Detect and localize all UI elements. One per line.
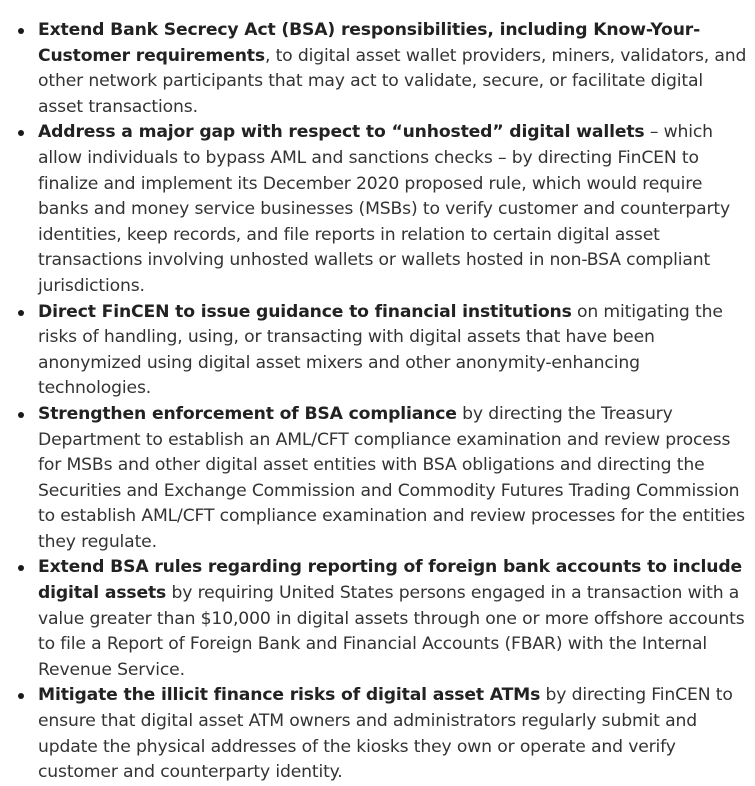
bullet-icon xyxy=(18,28,24,34)
item-lead: Mitigate the illicit finance risks of digital asset ATMs xyxy=(38,685,541,706)
list-item xyxy=(0,18,755,120)
list-item xyxy=(0,555,755,683)
item-text: by directing the Treasury Department to establish an AML/CFT compliance examination and review process for MSBs and other digital asset entities with BSA obligations and directing the Securities and Exchange Commission and Commodity Futures Trading Commission to establish AML/CFT compliance examination and review processes for the entities they regulate. xyxy=(38,403,745,552)
item-lead: Extend Bank Secrecy Act (BSA) responsibilities, including Know-Your-Customer requirements xyxy=(38,20,701,66)
bullet-icon xyxy=(18,310,24,316)
bullet-icon xyxy=(18,693,24,699)
item-lead: Extend BSA rules regarding reporting of foreign bank accounts to include digital assets xyxy=(38,557,742,604)
item-text: – which allow individuals to bypass AML and sanctions checks – by directing FinCEN to finalize and implement its December 2020 proposed rule, which would require banks and money service businesses (MSBs) to verify customer and counterparty identities, keep records, and file reports in relation to certain digital asset transactions involving unhosted wallets or wallets hosted in non-BSA compliant jurisdictions. xyxy=(38,122,731,296)
bullet-icon xyxy=(18,565,24,571)
item-text: , to digital asset wallet providers, miners, validators, and other network participants that may act to validate, secure, or facilitate digital asset transactions. xyxy=(38,45,747,117)
list-item xyxy=(0,120,755,299)
item-text: on mitigating the risks of handling, using, or transacting with digital assets that have been anonymized using digital asset mixers and other anonymity-enhancing technologies. xyxy=(38,301,723,399)
item-lead: Direct FinCEN to issue guidance to financial institutions xyxy=(38,301,572,322)
list-item xyxy=(0,300,755,402)
list-item xyxy=(0,402,755,556)
list-item xyxy=(0,683,755,785)
item-lead: Address a major gap with respect to “unhosted” digital wallets xyxy=(38,122,645,143)
item-text: by directing FinCEN to ensure that digital asset ATM owners and administrators regularly submit and update the physical addresses of the kiosks they own or operate and verify customer and counterparty identity. xyxy=(38,685,733,783)
item-lead: Strengthen enforcement of BSA compliance xyxy=(38,403,457,424)
item-text: by requiring United States persons engaged in a transaction with a value greater than $10,000 in digital assets through one or more offshore accounts to file a Report of Foreign Bank and Financial Accounts (FBAR) with the Internal Revenue Service. xyxy=(38,583,745,680)
bullet-icon xyxy=(18,130,24,136)
bullet-icon xyxy=(18,412,24,418)
